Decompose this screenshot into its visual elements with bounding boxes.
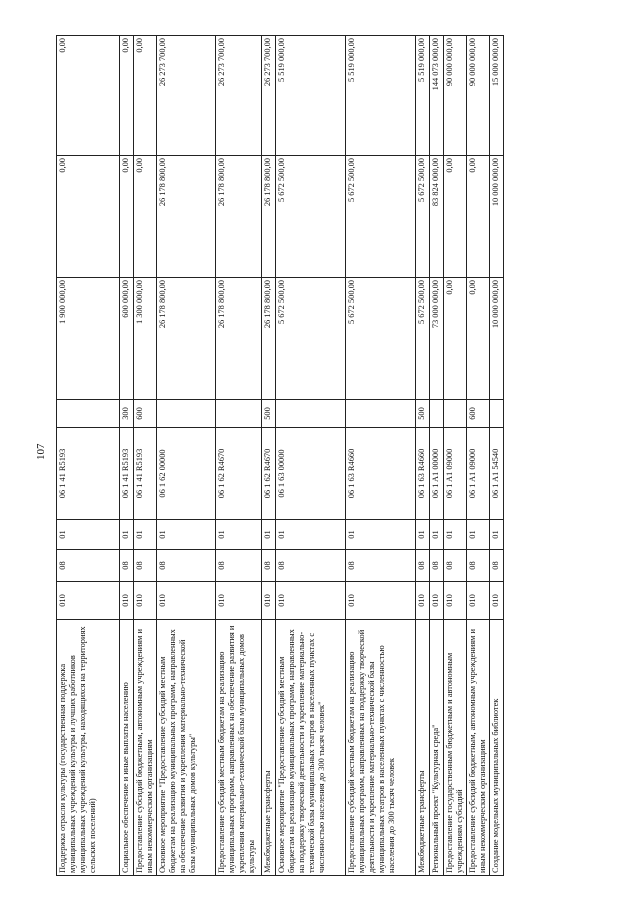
expense-type-code [57, 400, 120, 428]
sum-year-3: 0,00 [134, 36, 157, 156]
expense-type-code [490, 400, 504, 428]
table-row [120, 36, 134, 876]
row-name: Предоставление субсидий бюджетным, автономным учреждениям и иным некоммерческим организациям [134, 620, 157, 876]
section-code: 08 [120, 550, 134, 582]
subsection-code: 01 [416, 520, 430, 550]
table-row [444, 36, 467, 876]
sum-year-1: 600 000,00 [120, 278, 134, 400]
row-name: Региональный проект "Культурная среда" [430, 620, 444, 876]
sum-year-3: 15 000 000,00 [490, 36, 504, 156]
sum-year-1: 10 000 000,00 [490, 278, 504, 400]
section-code: 08 [416, 550, 430, 582]
subsection-code: 01 [490, 520, 504, 550]
sum-year-1: 26 178 800,00 [262, 278, 276, 400]
section-code: 08 [346, 550, 416, 582]
grbs-code: 010 [276, 582, 346, 620]
sum-year-1: 5 672 500,00 [416, 278, 430, 400]
target-article-code: 06 1 63 R4660 [346, 428, 416, 520]
sum-year-3: 144 073 000,00 [430, 36, 444, 156]
table-row [57, 36, 120, 876]
sum-year-2: 0,00 [467, 156, 490, 278]
target-article-code: 06 1 41 R5193 [134, 428, 157, 520]
table-body [57, 36, 504, 876]
target-article-code: 06 1 62 R4670 [216, 428, 262, 520]
row-name: Создание модельных муниципальных библиотек [490, 620, 504, 876]
target-article-code: 06 1 A1 09000 [467, 428, 490, 520]
subsection-code: 01 [120, 520, 134, 550]
subsection-code: 01 [134, 520, 157, 550]
sum-year-3: 26 273 700,00 [157, 36, 216, 156]
section-code: 08 [444, 550, 467, 582]
sum-year-1: 5 672 500,00 [346, 278, 416, 400]
row-name: Предоставление государственным бюджетным и автономным учреждениям субсидий [444, 620, 467, 876]
section-code: 08 [57, 550, 120, 582]
expense-type-code [346, 400, 416, 428]
expense-type-code [444, 400, 467, 428]
grbs-code: 010 [444, 582, 467, 620]
sum-year-2: 26 178 800,00 [157, 156, 216, 278]
target-article-code: 06 1 62 R4670 [262, 428, 276, 520]
subsection-code: 01 [346, 520, 416, 550]
target-article-code: 06 1 62 00000 [157, 428, 216, 520]
grbs-code: 010 [134, 582, 157, 620]
page-number: 107 [35, 443, 47, 460]
sum-year-1: 26 178 800,00 [216, 278, 262, 400]
subsection-code: 01 [57, 520, 120, 550]
sum-year-3: 26 273 700,00 [262, 36, 276, 156]
row-name: Социальное обеспечение и иные выплаты населению [120, 620, 134, 876]
section-code: 08 [276, 550, 346, 582]
row-name: Предоставление субсидий бюджетным, автономным учреждениям и иным некоммерческим организациям [467, 620, 490, 876]
subsection-code: 01 [262, 520, 276, 550]
expense-type-code: 500 [416, 400, 430, 428]
target-article-code: 06 1 A1 00000 [430, 428, 444, 520]
sum-year-2: 26 178 800,00 [216, 156, 262, 278]
grbs-code: 010 [490, 582, 504, 620]
subsection-code: 01 [467, 520, 490, 550]
expense-type-code [157, 400, 216, 428]
table-row [262, 36, 276, 876]
sum-year-2: 5 672 500,00 [276, 156, 346, 278]
expense-type-code: 500 [262, 400, 276, 428]
sum-year-1: 1 900 000,00 [57, 278, 120, 400]
row-name: Предоставление субсидий местным бюджетам на реализацию муниципальных программ, направленных на обеспечение развития и укрепления материально-технической базы муниципальных домов культуры [216, 620, 262, 876]
rotated-page [56, 36, 628, 876]
grbs-code: 010 [467, 582, 490, 620]
expense-type-code [216, 400, 262, 428]
table-row [346, 36, 416, 876]
table-row [430, 36, 444, 876]
expense-type-code [276, 400, 346, 428]
sum-year-2: 0,00 [57, 156, 120, 278]
sum-year-3: 26 273 700,00 [216, 36, 262, 156]
section-code: 08 [490, 550, 504, 582]
table-row [467, 36, 490, 876]
sum-year-2: 83 824 000,00 [430, 156, 444, 278]
section-code: 08 [134, 550, 157, 582]
expense-type-code: 300 [120, 400, 134, 428]
row-name: Основное мероприятие "Предоставление субсидий местным бюджетам на реализацию муниципальных программ, направленных на обеспечение развития и укрепления материально-технической базы муниципальных домов культуры" [157, 620, 216, 876]
expense-type-code: 600 [467, 400, 490, 428]
sum-year-1: 0,00 [467, 278, 490, 400]
subsection-code: 01 [157, 520, 216, 550]
grbs-code: 010 [157, 582, 216, 620]
grbs-code: 010 [262, 582, 276, 620]
budget-table [56, 35, 504, 876]
sum-year-3: 90 000 000,00 [467, 36, 490, 156]
sum-year-3: 5 519 000,00 [416, 36, 430, 156]
sum-year-1: 1 300 000,00 [134, 278, 157, 400]
sum-year-3: 5 519 000,00 [276, 36, 346, 156]
expense-type-code [430, 400, 444, 428]
table-row [157, 36, 216, 876]
grbs-code: 010 [216, 582, 262, 620]
section-code: 08 [262, 550, 276, 582]
sum-year-2: 10 000 000,00 [490, 156, 504, 278]
grbs-code: 010 [57, 582, 120, 620]
subsection-code: 01 [430, 520, 444, 550]
section-code: 08 [467, 550, 490, 582]
table-row [276, 36, 346, 876]
row-name: Поддержка отрасли культуры (государственная поддержка муниципальных учреждений культуры и лучших работников муниципальных учреждений культуры, находящихся на территориях сельских поселений) [57, 620, 120, 876]
sum-year-2: 5 672 500,00 [346, 156, 416, 278]
row-name: Основное мероприятие "Предоставление субсидий местным бюджетам на реализацию муниципальных программ, направленных на поддержку творческой деятельности и укрепление материально-технической базы муниципальных театров в населенных пунктах с численностью населения до 300 тысяч человек" [276, 620, 346, 876]
sum-year-2: 5 672 500,00 [416, 156, 430, 278]
grbs-code: 010 [430, 582, 444, 620]
sum-year-2: 0,00 [444, 156, 467, 278]
sum-year-1: 5 672 500,00 [276, 278, 346, 400]
row-name: Предоставление субсидий местным бюджетам на реализацию муниципальных программ, направленных на поддержку творческой деятельности и укрепление материально-технической базы муниципальных театров в населенных пунктах с численностью населения до 300 тысяч человек [346, 620, 416, 876]
sum-year-3: 5 519 000,00 [346, 36, 416, 156]
section-code: 08 [157, 550, 216, 582]
sum-year-3: 0,00 [57, 36, 120, 156]
section-code: 08 [430, 550, 444, 582]
sum-year-2: 26 178 800,00 [262, 156, 276, 278]
sum-year-3: 0,00 [120, 36, 134, 156]
sum-year-1: 26 178 800,00 [157, 278, 216, 400]
target-article-code: 06 1 63 R4660 [416, 428, 430, 520]
target-article-code: 06 1 41 R5193 [57, 428, 120, 520]
table-row [416, 36, 430, 876]
target-article-code: 06 1 63 00000 [276, 428, 346, 520]
grbs-code: 010 [120, 582, 134, 620]
grbs-code: 010 [416, 582, 430, 620]
sum-year-2: 0,00 [120, 156, 134, 278]
subsection-code: 01 [216, 520, 262, 550]
target-article-code: 06 1 41 R5193 [120, 428, 134, 520]
grbs-code: 010 [346, 582, 416, 620]
sum-year-1: 0,00 [444, 278, 467, 400]
subsection-code: 01 [276, 520, 346, 550]
section-code: 08 [216, 550, 262, 582]
table-row [490, 36, 504, 876]
sum-year-3: 90 000 000,00 [444, 36, 467, 156]
target-article-code: 06 1 A1 09000 [444, 428, 467, 520]
sum-year-1: 73 000 000,00 [430, 278, 444, 400]
table-row [134, 36, 157, 876]
row-name: Межбюджетные трансферты [416, 620, 430, 876]
expense-type-code: 600 [134, 400, 157, 428]
subsection-code: 01 [444, 520, 467, 550]
sum-year-2: 0,00 [134, 156, 157, 278]
row-name: Межбюджетные трансферты [262, 620, 276, 876]
table-row [216, 36, 262, 876]
target-article-code: 06 1 A1 54540 [490, 428, 504, 520]
